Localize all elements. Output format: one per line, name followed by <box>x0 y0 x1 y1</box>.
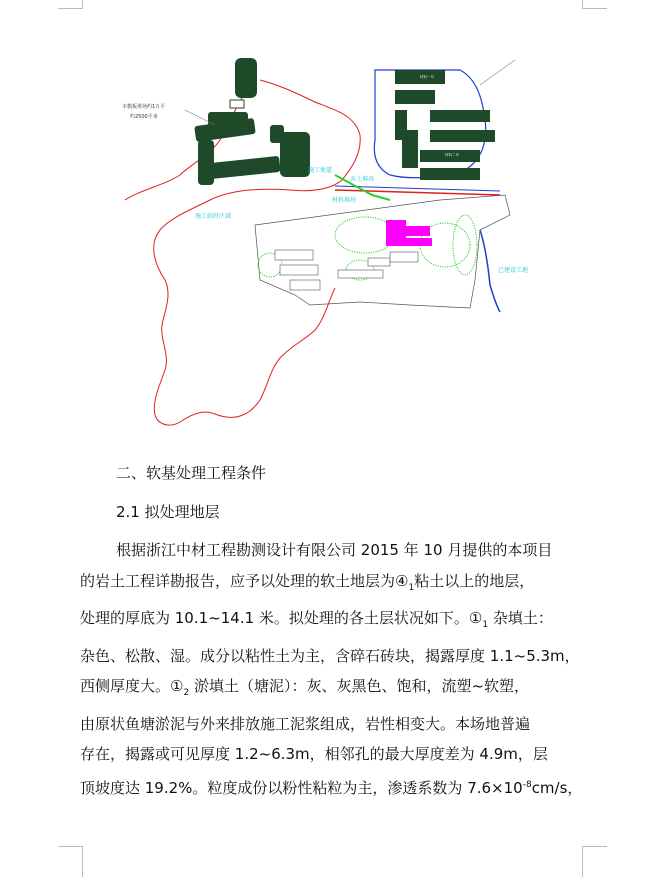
map-label-l3: 施工便道 <box>308 167 333 174</box>
paragraph-line: 由原状鱼塘淤泥与外来排放施工泥浆组成，岩性相变大。本场地普遍 <box>80 714 531 733</box>
right-buildings <box>395 70 495 180</box>
crop-mark-top-right <box>582 0 607 9</box>
paragraph-line: 杂色、松散、湿。成分以粘性土为主，含碎石砖块，揭露厚度 1.1~5.3m， <box>80 646 580 665</box>
site-boundary-red <box>154 80 361 425</box>
paragraph-line: 根据浙江中材工程勘测设计有限公司 2015 年 10 月提供的本项目 <box>116 541 553 559</box>
paragraph-line: 西侧厚度大。$①_2$ 淤填土（塘泥）：灰、灰黑色、饱和，流塑~软塑， <box>80 677 530 698</box>
map-label-b2: 材料二号 <box>445 153 459 157</box>
crop-mark-bottom-right <box>582 846 607 877</box>
paragraph-line: 顶坡度达 19.2%。粒度成份以粉性粘粒为主，渗透系数为 $7.6\times 10^{-8}cm/s$， <box>80 778 583 797</box>
map-label-l4: 弃土堆场 <box>350 176 375 183</box>
blue-river <box>480 230 500 312</box>
map-label-l7: 已建设工地 <box>498 267 529 274</box>
paragraph-line: 存在，揭露或可见厚度 1.2~6.3m，相邻孔的最大厚度差为 4.9m，层 <box>80 745 548 763</box>
site-plan-figure <box>110 40 540 440</box>
crop-mark-top-left <box>58 0 83 9</box>
site-buildings <box>275 250 418 290</box>
paragraph-line: 的岩土工程详勘报告，应予以处理的软土地层为$④_1$粘土以上的地层， <box>80 571 535 593</box>
map-label-b1: 材料一号 <box>420 75 434 79</box>
left-buildings <box>194 58 310 185</box>
body-paragraph <box>80 535 590 803</box>
magenta-block <box>386 220 432 246</box>
map-label-l1: 木模板堆场约1万平 <box>122 104 166 110</box>
map-label-l2: 约2500平米 <box>130 114 158 120</box>
section-subheading: 2.1 拟处理地层 <box>116 503 220 521</box>
crop-mark-bottom-left <box>58 846 83 877</box>
paragraph-line: 处理的厚底为 10.1~14.1 米。拟处理的各土层状况如下。$①_1$ 杂填土： <box>80 609 553 630</box>
map-label-l5: 材料堆场 <box>332 197 357 204</box>
section-heading: 二、软基处理工程条件 <box>116 464 267 482</box>
map-label-l6: 施工临时区域 <box>195 213 232 220</box>
